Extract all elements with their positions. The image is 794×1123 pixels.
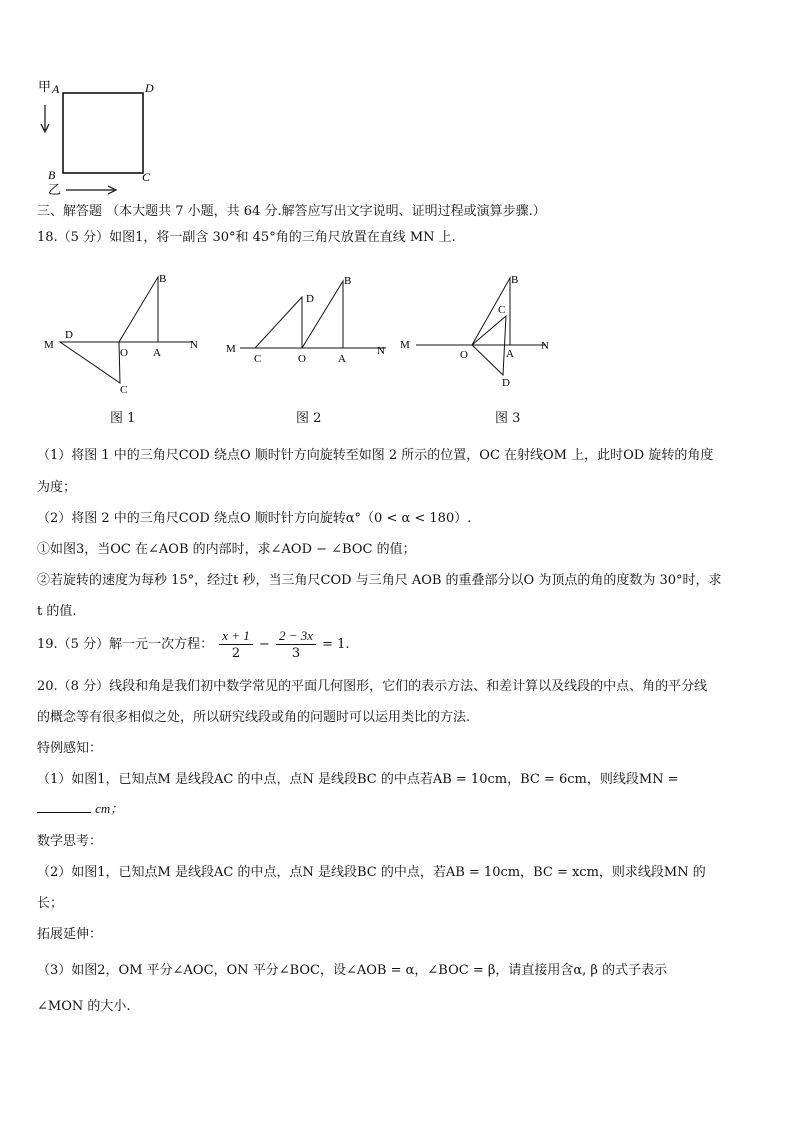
- label-yi: 乙: [48, 182, 62, 197]
- point-label: A: [153, 347, 161, 359]
- triangle-ruler: [255, 297, 302, 348]
- triangle-ruler: [119, 277, 158, 342]
- point-label: A: [506, 348, 514, 360]
- q18-fig2-caption: 图 2: [296, 411, 322, 426]
- square-abcd: [63, 93, 143, 173]
- q20-intro-line2: 的概念等有很多相似之处，所以研究线段或角的问题时可以运用类比的方法.: [37, 710, 471, 725]
- q19-frac2-denominator: 3: [291, 646, 301, 661]
- q18-part1-line1: （1）将图 1 中的三角尺COD 绕点O 顺时针方向旋转至如图 2 所示的位置，OC 在射线OM 上，此时OD 旋转的角度: [37, 448, 714, 463]
- point-label: D: [306, 293, 314, 305]
- q19-frac1-denominator: 2: [231, 646, 241, 661]
- point-label: B: [511, 274, 519, 286]
- point-label: C: [498, 304, 506, 316]
- q19-frac1-numerator: x + 1: [219, 627, 253, 645]
- q18-part2-sub2-line1: ②若旋转的速度为每秒 15°，经过t 秒，当三角尺COD 与三角尺 AOB 的重叠部分以O 为顶点的角的度数为 30°时，求: [37, 573, 722, 588]
- q19-frac2-numerator: 2 − 3x: [276, 627, 316, 645]
- triangle-ruler: [60, 342, 120, 383]
- point-label: O: [120, 347, 128, 359]
- q20-part1-line1: （1）如图1，已知点M 是线段AC 的中点，点N 是线段BC 的中点若AB = 10cm，BC = 6cm，则线段MN =: [37, 772, 679, 787]
- point-label: A: [338, 353, 346, 365]
- section-heading: 三、解答题 （本大题共 7 小题，共 64 分.解答应写出文字说明、证明过程或演算步骤.）: [37, 204, 546, 219]
- label-d: D: [145, 81, 154, 95]
- q18-figure-1: [38, 268, 208, 400]
- q19-fraction-2: [276, 627, 316, 662]
- q18-part2: （2）将图 2 中的三角尺COD 绕点O 顺时针方向旋转α°（0 < α < 180）.: [37, 511, 472, 526]
- q20-intro-line1: 20.（8 分）线段和角是我们初中数学常见的平面几何图形，它们的表示方法、和差计算以及线段的中点、角的平分线: [37, 679, 708, 694]
- q20-part1-line2: [37, 800, 123, 819]
- point-label: B: [344, 275, 352, 287]
- q18-fig3-caption: 图 3: [495, 411, 521, 426]
- q20-heading-1: 特例感知：: [37, 741, 103, 756]
- q19-minus: −: [258, 637, 270, 652]
- point-label: N: [377, 345, 385, 357]
- q18-fig1-caption: 图 1: [110, 411, 136, 426]
- point-label: M: [226, 343, 236, 355]
- q18-part1-line2: 为度；: [37, 480, 77, 495]
- label-a: A: [52, 82, 60, 96]
- q18-part2-sub1: ①如图3，当OC 在∠AOB 的内部时，求∠AOD − ∠BOC 的值；: [37, 542, 416, 557]
- label-b: B: [48, 168, 56, 182]
- q19-fraction-1: [219, 627, 253, 662]
- q18-intro: 18.（5 分）如图1，将一副含 30°和 45°角的三角尺放置在直线 MN 上.: [37, 230, 456, 245]
- q20-part3-line2: ∠MON 的大小.: [37, 999, 131, 1014]
- point-label: B: [159, 273, 167, 285]
- answer-blank: [37, 800, 91, 813]
- q18-figure-2: [224, 268, 394, 368]
- label-jia: 甲: [38, 79, 52, 94]
- q18-figure-3: [396, 268, 566, 393]
- point-label: C: [120, 384, 128, 396]
- q20-part1-unit: cm；: [95, 801, 124, 816]
- point-label: D: [65, 329, 73, 341]
- point-label: D: [502, 377, 510, 389]
- q20-part2-line2: 长；: [37, 896, 64, 911]
- square-figure: [30, 75, 170, 200]
- label-c: C: [142, 170, 151, 184]
- point-label: M: [44, 339, 54, 351]
- q19-prefix: 19.（5 分）解一元一次方程：: [37, 637, 214, 652]
- q20-heading-3: 拓展延伸：: [37, 927, 103, 942]
- point-label: M: [400, 339, 410, 351]
- q18-part2-sub2-line2: t 的值.: [37, 604, 77, 619]
- point-label: O: [460, 349, 468, 361]
- q19-rhs: = 1.: [322, 637, 350, 652]
- q19-equation: [37, 627, 350, 663]
- point-label: C: [254, 353, 262, 365]
- q20-heading-2: 数学思考：: [37, 834, 103, 849]
- point-label: N: [190, 339, 198, 351]
- q20-part2-line1: （2）如图1，已知点M 是线段AC 的中点，点N 是线段BC 的中点，若AB = 10cm，BC = xcm，则求线段MN 的: [37, 865, 706, 880]
- triangle-ruler: [302, 281, 343, 348]
- q20-part3-line1: （3）如图2，OM 平分∠AOC，ON 平分∠BOC，设∠AOB = α，∠BOC = β，请直接用含α, β 的式子表示: [37, 963, 668, 978]
- point-label: O: [298, 353, 306, 365]
- point-label: N: [541, 340, 549, 352]
